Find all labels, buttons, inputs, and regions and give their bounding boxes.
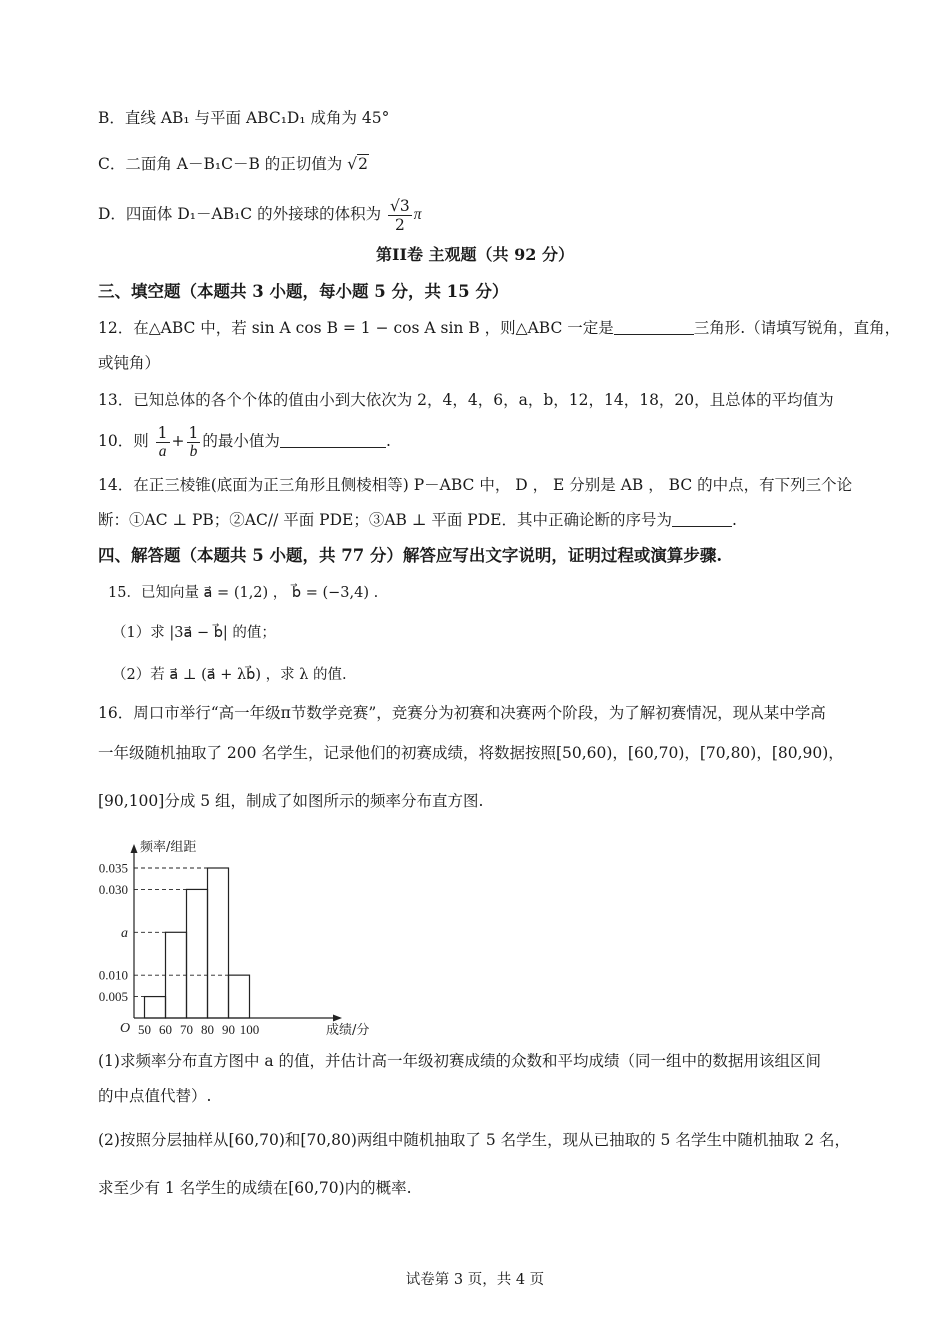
q14-line2	[98, 509, 737, 531]
q12-answer-blank	[614, 318, 694, 335]
q13-plus: +	[171, 432, 185, 450]
q13-frac1-num: 1	[157, 423, 168, 442]
option-d-pi: π	[413, 206, 422, 223]
q13-fraction-2	[187, 424, 201, 461]
frequency-histogram	[92, 832, 370, 1040]
origin-label: O	[120, 1021, 131, 1036]
histogram-bar	[145, 997, 166, 1018]
q15-stem: 15．已知向量 a⃗ = (1,2) ， b⃗ = (−3,4) .	[108, 585, 379, 601]
q14-end: .	[731, 511, 737, 529]
q13-text: 10．则	[98, 432, 149, 450]
sqrt-symbol: √	[347, 155, 358, 173]
section3-title: 三、填空题（本题共 3 小题，每小题 5 分，共 15 分）	[98, 282, 509, 301]
q13-frac2-den: b	[189, 442, 198, 460]
x-axis-arrow-icon	[333, 1015, 342, 1022]
q13-end: .	[385, 432, 391, 450]
y-tick-label: 0.035	[98, 860, 128, 876]
q16-line2: 一年级随机抽取了 200 名学生，记录他们的初赛成绩，将数据按照[50,60)，[60,70)，[70,80)，[80,90)，	[98, 744, 844, 762]
q16-sub1-line1: (1)求频率分布直方图中 a 的值，并估计高一年级初赛成绩的众数和平均成绩（同一组中的数据用该组区间	[98, 1052, 822, 1070]
x-axis-label: 成绩/分	[326, 1023, 370, 1038]
x-tick-label: 90	[222, 1022, 235, 1037]
option-d	[98, 194, 422, 235]
histogram-bar	[229, 975, 250, 1018]
q13-line1: 13．已知总体的各个个体的值由小到大依次为 2，4，4，6，a，b，12，14，18，20，且总体的平均值为	[98, 391, 834, 409]
option-d-numerator: √3	[390, 196, 410, 215]
option-d-fraction	[388, 197, 412, 234]
q15-part2: （2）若 a⃗ ⊥ (a⃗ + λb⃗) ，求 λ 的值.	[112, 667, 347, 683]
histogram-bar	[187, 889, 208, 1018]
q13-frac2-num: 1	[188, 423, 199, 442]
q12-line2: 或钝角）	[98, 354, 161, 372]
y-axis-arrow-icon	[131, 844, 138, 853]
q14-text: 断：①AC ⊥ PB；②AC// 平面 PDE；③AB ⊥ 平面 PDE．其中正确论断的序号为	[98, 511, 672, 529]
q13-line2	[98, 420, 391, 462]
q16-line1: 16．周口市举行“高一年级π节数学竞赛”，竞赛分为初赛和决赛两个阶段，为了解初赛情况，现从某中学高	[98, 704, 826, 722]
part2-title: 第II卷 主观题（共 92 分）	[376, 245, 574, 264]
section4-title: 四、解答题（本题共 5 小题，共 77 分）解答应写出文字说明，证明过程或演算步骤.	[98, 546, 723, 565]
option-c-text: C．二面角 A－B₁C－B 的正切值为	[98, 155, 348, 173]
q12-text-post: 三角形.（请填写锐角，直角，	[693, 319, 901, 337]
option-b: B．直线 AB₁ 与平面 ABC₁D₁ 成角为 45°	[98, 109, 390, 127]
q12-line1	[98, 317, 900, 339]
x-tick-label: 80	[201, 1022, 214, 1037]
y-tick-label: 0.010	[98, 967, 128, 983]
q16-line3: [90,100]分成 5 组，制成了如图所示的频率分布直方图.	[98, 792, 484, 810]
x-tick-label: 50	[138, 1022, 151, 1037]
x-tick-label: 70	[180, 1022, 193, 1037]
q13-fraction-1	[156, 424, 170, 461]
q13-frac1-den: a	[158, 442, 167, 460]
option-c-sqrt-value: 2	[358, 155, 368, 173]
q13-text-post: 的最小值为	[202, 432, 280, 450]
x-tick-label: 100	[239, 1022, 260, 1037]
q15-part1: （1）求 |3a⃗ − b⃗| 的值；	[112, 625, 276, 641]
page-footer: 试卷第 3 页，共 4 页	[405, 1272, 545, 1288]
option-d-text: D．四面体 D₁－AB₁C 的外接球的体积为	[98, 205, 382, 223]
q12-text: 12．在△ABC 中，若 sin A cos B = 1 − cos A sin B ，则△ABC 一定是	[98, 319, 614, 337]
q16-sub1-line2: 的中点值代替）.	[98, 1087, 212, 1105]
q14-line1: 14．在正三棱锥(底面为正三角形且侧棱相等) P－ABC 中， D ， E 分别是 AB ， BC 的中点，有下列三个论	[98, 476, 853, 494]
q13-answer-blank	[280, 431, 386, 448]
q16-sub2-line1: (2)按照分层抽样从[60,70)和[70,80)两组中随机抽取了 5 名学生，现从已抽取的 5 名学生中随机抽取 2 名，	[98, 1131, 851, 1149]
histogram-bar	[208, 868, 229, 1018]
x-tick-label: 60	[159, 1022, 172, 1037]
y-tick-label: 0.005	[98, 989, 128, 1005]
option-d-denominator: 2	[394, 215, 405, 234]
option-c	[98, 153, 369, 175]
y-tick-label: a	[121, 925, 128, 941]
q16-sub2-line2: 求至少有 1 名学生的成绩在[60,70)内的概率.	[98, 1179, 412, 1197]
q14-answer-blank	[672, 510, 732, 527]
y-tick-label: 0.030	[98, 881, 128, 897]
y-axis-label: 频率/组距	[140, 840, 197, 855]
